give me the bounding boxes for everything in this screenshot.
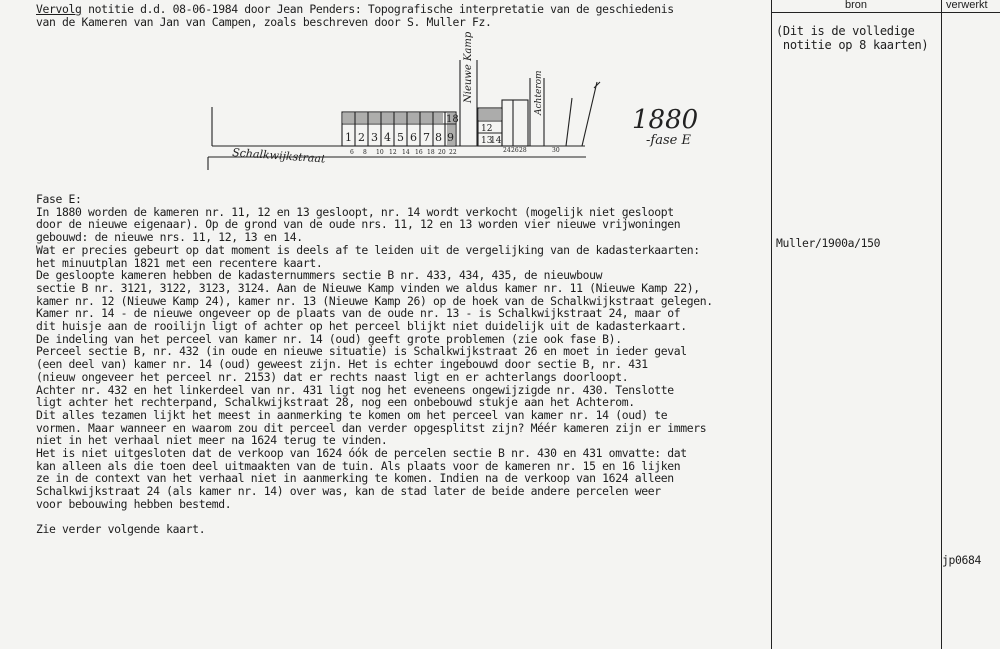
svg-text:30: 30	[552, 147, 560, 154]
body-line: voor bebouwing hebben bestemd.	[36, 496, 232, 511]
bron-note	[776, 24, 928, 52]
body-line: (een deel van) kamer nr. 14 (oud) geweest zijn. Het is echter ingebouwd door sectie B, nr. 431	[36, 357, 648, 372]
body-line: Wat er precies gebeurt op dat moment is deels af te leiden uit de vergelijking van de kadasterkaarten:	[36, 242, 700, 257]
house-number-4: 4	[384, 131, 391, 144]
header-rule	[771, 12, 1000, 13]
body-line: gebouwd: de nieuwe nrs. 11, 12, 13 en 14.	[36, 230, 303, 245]
svg-text:8: 8	[363, 149, 367, 156]
svg-text:12: 12	[389, 149, 397, 156]
street-label: Schalkwijkstraat	[231, 146, 326, 166]
bron-column-divider	[771, 0, 772, 649]
house-number-7: 7	[423, 131, 430, 144]
title-prefix: Vervolg	[36, 2, 82, 16]
body-line: ze in de context van het verhaal niet in aanmerking te komen. Indien na de verkoop van 1624 alleen	[36, 471, 674, 486]
body-line: kan alleen als die toen deel uitmaakten van de tuin. Als plaats voor de kameren nr. 15 en 16 lijken	[36, 458, 681, 473]
body-line: Kamer nr. 14 - de nieuwe ongeveer op de plaats van de oude nr. 13 - is Schalkwijkstraat 24, maar of	[36, 306, 681, 321]
svg-text:18: 18	[427, 149, 435, 156]
body-line: het minuutplan 1821 met een recentere kaart.	[36, 255, 323, 270]
svg-text:22: 22	[449, 149, 457, 156]
achterom-label: Achterom	[534, 70, 544, 115]
year-label: 1880	[632, 105, 699, 135]
body-line: dit huisje aan de rooilijn ligt of achter op het perceel blijkt niet duidelijk uit de kadasterkaart.	[36, 319, 687, 334]
right-number-14: 14	[490, 136, 502, 146]
bron-header: bron	[845, 0, 868, 11]
body-line: In 1880 worden de kameren nr. 11, 12 en 13 gesloopt, nr. 14 wordt verkocht (mogelijk niet gesloopt	[36, 204, 674, 219]
svg-text:10: 10	[376, 149, 384, 156]
svg-text:16: 16	[415, 149, 423, 156]
right-number-12: 12	[481, 124, 493, 134]
house-number-9: 9	[447, 131, 454, 144]
title-line-1-text: notitie d.d. 08-06-1984 door Jean Penders: Topografische interpretatie van de geschiedenis	[81, 2, 674, 16]
svg-text:24: 24	[503, 147, 511, 154]
title-line-2: van de Kameren van Jan van Campen, zoals beschreven door S. Muller Fz.	[36, 15, 492, 29]
body-line: kamer nr. 12 (Nieuwe Kamp 24), kamer nr. 13 (Nieuwe Kamp 26) op de hoek van de Schalkwijkstraat gelegen.	[36, 293, 713, 308]
body-line: (nieuw ongeveer het perceel nr. 2153) dat er rechts naast ligt en er achterlangs doorloopt.	[36, 369, 629, 384]
source-reference: Muller/1900a/150	[776, 236, 881, 250]
svg-text:6: 6	[350, 149, 354, 156]
body-line: De indeling van het perceel van kamer nr. 14 (oud) geeft grote problemen (zie ook fase B).	[36, 331, 622, 346]
body-line: De gesloopte kameren hebben de kadasternummers sectie B nr. 433, 434, 435, de nieuwbouw	[36, 268, 603, 283]
body-line: Schalkwijkstraat 24 (als kamer nr. 14) over was, kan de stad later de beide andere percelen weer	[36, 484, 661, 499]
svg-text:26: 26	[511, 147, 519, 154]
svg-text:28: 28	[519, 147, 527, 154]
verwerkt-header: verwerkt	[946, 0, 988, 11]
nieuwe-kamp-label: Nieuwe Kamp	[463, 31, 474, 103]
body-line: Achter nr. 432 en het linkerdeel van nr. 431 ligt nog het eveneens ongewijzigde nr. 430. Tenslotte	[36, 382, 674, 397]
bottom-house-numbers	[350, 147, 560, 156]
house-number-6: 6	[410, 131, 417, 144]
bron-note-line-1: (Dit is de volledige	[776, 24, 915, 38]
house-number-2: 2	[358, 131, 365, 144]
body-line: niet in het verhaal niet meer na 1624 terug te vinden.	[36, 433, 388, 448]
body-line: Het is niet uitgesloten dat de verkoop van 1624 óók de percelen sectie B nr. 430 en 431 omvatte: dat	[36, 446, 687, 461]
body-line: ligt achter het rechterpand, Schalkwijkstraat 28, nog een onbebouwd stukje aan het Achterom.	[36, 395, 635, 410]
body-line: sectie B nr. 3121, 3122, 3123, 3124. Aan de Nieuwe Kamp vinden we aldus kamer nr. 11 (Nieuwe Kamp 22),	[36, 280, 700, 295]
body-line: Fase E:	[36, 192, 82, 206]
verwerkt-reference: jp0684	[942, 553, 982, 567]
house-number-5: 5	[397, 131, 404, 144]
body-line: vormen. Maar wanneer en waarom zou dit perceel dan verder opgesplitst zijn? Méér kameren zijn er immers	[36, 420, 707, 435]
house-number-8: 8	[435, 131, 442, 144]
bron-note-line-2: notitie op 8 kaarten)	[776, 38, 929, 52]
phase-label: -fase E	[646, 133, 691, 148]
svg-text:14: 14	[402, 149, 410, 156]
body-text	[36, 193, 713, 536]
body-line: Perceel sectie B, nr. 432 (in oude en nieuwe situatie) is Schalkwijkstraat 26 en moet in ieder geval	[36, 344, 687, 359]
verwerkt-column-divider	[941, 0, 942, 649]
right-number-13: 13	[481, 136, 493, 146]
body-line: Zie verder volgende kaart.	[36, 522, 206, 537]
body-line: door de nieuwe eigenaar). Op de grond van de oude nrs. 11, 12 en 13 worden vier nieuwe vrijwoningen	[36, 217, 681, 232]
svg-text:20: 20	[438, 149, 446, 156]
body-line: Dit alles tezamen lijkt het meest in aanmerking te komen om het perceel van kamer nr. 14 (oud) te	[36, 407, 668, 422]
house-number-3: 3	[371, 131, 378, 144]
cadastral-sketch	[0, 0, 771, 190]
upper-number-18: 18	[446, 114, 459, 125]
house-number-1: 1	[345, 131, 352, 144]
